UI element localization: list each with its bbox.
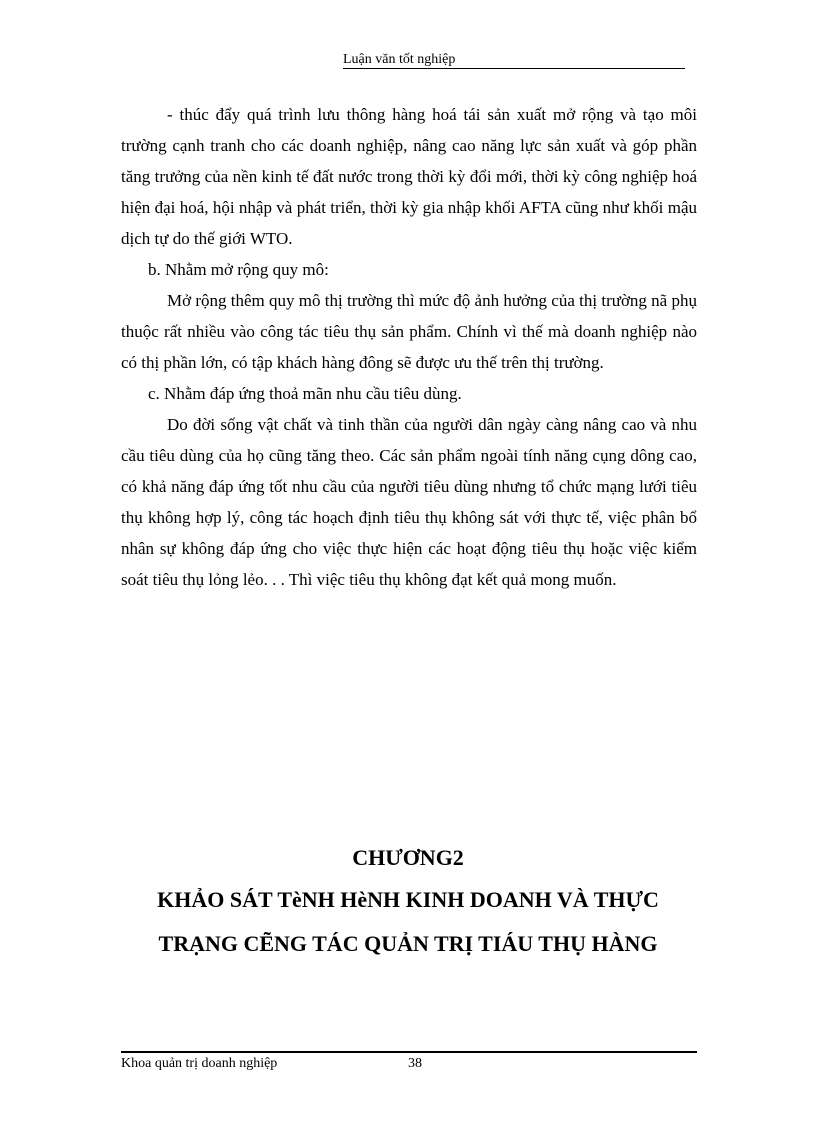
paragraph-living-standards: Do đời sống vật chất và tinh thần của người dân ngày càng nâng cao và nhu cầu tiêu dùng của họ cũng tăng theo. Các sản phẩm ngoài tính năng cụng dông cao, có khả năng đáp ứng tốt nhu cầu của người tiêu dùng nhưng tổ chức mạng lưới tiêu thụ không hợp lý, công tác hoạch định tiêu thụ không sát với thực tế, việc phân bổ nhân sự không đáp ứng cho việc thực hiện các hoạt động tiêu thụ hoặc việc kiểm soát tiêu thụ lỏng lẻo. . . Thì việc tiêu thụ không đạt kết quả mong muốn.: [121, 415, 697, 589]
chapter-title-line-2: TRẠNG CẼNG TÁC QUẢN TRỊ TIÁU THỤ HÀNG: [158, 931, 658, 956]
header-rule: [343, 68, 685, 69]
chapter-heading: [100, 838, 716, 966]
footer-department: Khoa quản trị doanh nghiệp: [121, 1056, 278, 1071]
page-header: [0, 52, 816, 72]
subheading-expand-scale: b. Nhằm mở rộng quy mô:: [148, 260, 329, 279]
document-body: [121, 99, 697, 595]
paragraph-market-scale: Mở rộng thêm quy mô thị trường thì mức độ ảnh hưởng của thị trường nã phụ thuộc rất nhiều vào công tác tiêu thụ sản phẩm. Chính vì thế mà doanh nghiệp nào có thị phần lớn, có tập khách hàng đông sẽ được ưu thế trên thị trường.: [121, 291, 697, 372]
footer-rule: [121, 1051, 697, 1053]
subheading-consumer-needs: c. Nhằm đáp ứng thoả mãn nhu cầu tiêu dùng.: [148, 384, 462, 403]
header-title: Luận văn tốt nghiệp: [343, 52, 456, 67]
paragraph-bullet-trade: - thúc đẩy quá trình lưu thông hàng hoá tái sản xuất mở rộng và tạo môi trường cạnh tranh cho các doanh nghiệp, nâng cao năng lực sản xuất và góp phần tăng trưởng của nền kinh tế đất nước trong thời kỳ đổi mới, thời kỳ công nghiệp hoá hiện đại hoá, hội nhập và phát triển, thời kỳ gia nhập khối AFTA cũng như khối mậu dịch tự do thế giới WTO.: [121, 105, 697, 248]
page-number: 38: [408, 1056, 422, 1071]
chapter-title-line-1: KHẢO SÁT TèNH HèNH KINH DOANH VÀ THỰC: [157, 887, 659, 912]
chapter-number: CHƯƠNG2: [352, 845, 464, 870]
